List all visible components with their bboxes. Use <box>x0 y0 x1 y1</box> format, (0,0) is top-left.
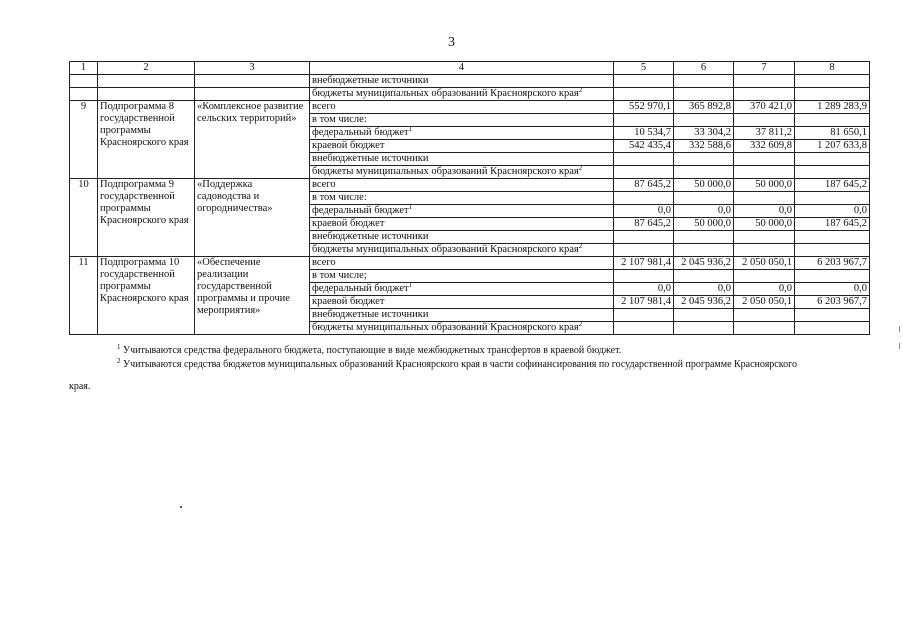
amount-cell: 50 000,0 <box>734 179 795 192</box>
amount-cell <box>734 114 795 127</box>
funding-source-cell <box>310 244 614 257</box>
funding-source-cell <box>310 127 614 140</box>
funding-source-cell <box>310 88 614 101</box>
row-number-cell <box>70 88 98 101</box>
amount-cell: 0,0 <box>795 205 870 218</box>
funding-source-label: федеральный бюджет <box>312 283 409 294</box>
funding-source-label: краевой бюджет <box>312 140 385 151</box>
amount-cell <box>734 231 795 244</box>
amount-cell <box>614 153 674 166</box>
name-cell <box>195 75 310 88</box>
amount-cell: 6 203 967,7 <box>795 257 870 270</box>
table-body <box>70 62 870 335</box>
program-cell: Подпрограмма 10 государственной программы Красноярского края <box>98 257 195 335</box>
funding-source-label: внебюджетные источники <box>312 75 429 86</box>
footnote-2-continued: края. <box>69 381 91 392</box>
amount-cell: 2 045 936,2 <box>674 257 734 270</box>
amount-cell <box>795 270 870 283</box>
table-row <box>70 75 870 88</box>
amount-cell <box>674 192 734 205</box>
funding-source-cell <box>310 166 614 179</box>
amount-cell <box>795 88 870 101</box>
page-number: 3 <box>448 35 455 50</box>
funding-source-cell <box>310 153 614 166</box>
column-header: 7 <box>734 62 795 75</box>
amount-cell <box>614 231 674 244</box>
column-header: 2 <box>98 62 195 75</box>
footnote-mark: 1 <box>117 343 121 351</box>
amount-cell <box>674 231 734 244</box>
amount-cell <box>734 75 795 88</box>
amount-cell: 0,0 <box>734 205 795 218</box>
funding-source-cell <box>310 75 614 88</box>
amount-cell: 2 050 050,1 <box>734 296 795 309</box>
funding-source-cell <box>310 309 614 322</box>
column-header: 1 <box>70 62 98 75</box>
funding-source-label: бюджеты муниципальных образований Красноярского края <box>312 322 579 333</box>
footnote-text: Учитываются средства бюджетов муниципальных образований Красноярского края в части софинансирования по государственной программе Красноярского <box>120 359 797 370</box>
table-row <box>70 257 870 270</box>
amount-cell: 0,0 <box>795 283 870 296</box>
amount-cell: 6 203 967,7 <box>795 296 870 309</box>
funding-source-label: в том числе: <box>312 192 367 203</box>
amount-cell <box>674 153 734 166</box>
amount-cell <box>795 166 870 179</box>
footnote-ref: 2 <box>578 87 583 94</box>
funding-source-label: в том числе: <box>312 114 367 125</box>
funding-source-label: внебюджетные источники <box>312 309 429 320</box>
amount-cell <box>674 270 734 283</box>
footnote-text: Учитываются средства федерального бюджета, поступающие в виде межбюджетных трансфертов в краевой бюджет. <box>120 345 622 356</box>
funding-source-label: всего <box>312 257 336 268</box>
amount-cell: 50 000,0 <box>674 218 734 231</box>
funding-source-label: всего <box>312 179 336 190</box>
amount-cell: 187 645,2 <box>795 179 870 192</box>
column-header: 5 <box>614 62 674 75</box>
program-cell: Подпрограмма 9 государственной программы Красноярского края <box>98 179 195 257</box>
amount-cell: 37 811,2 <box>734 127 795 140</box>
amount-cell <box>674 322 734 335</box>
funding-source-cell <box>310 205 614 218</box>
amount-cell <box>795 192 870 205</box>
funding-source-cell <box>310 283 614 296</box>
amount-cell <box>795 322 870 335</box>
amount-cell <box>795 231 870 244</box>
amount-cell <box>614 88 674 101</box>
amount-cell <box>614 244 674 257</box>
funding-source-label: в том числе; <box>312 270 367 281</box>
amount-cell: 365 892,8 <box>674 101 734 114</box>
amount-cell <box>614 166 674 179</box>
column-header: 6 <box>674 62 734 75</box>
amount-cell: 332 588,6 <box>674 140 734 153</box>
amount-cell: 2 107 981,4 <box>614 257 674 270</box>
table-row <box>70 88 870 101</box>
program-cell: Подпрограмма 8 государственной программы Красноярского края <box>98 101 195 179</box>
amount-cell <box>795 309 870 322</box>
table-row <box>70 101 870 114</box>
row-number-cell: 10 <box>70 179 98 257</box>
amount-cell <box>795 153 870 166</box>
row-number-cell: 9 <box>70 101 98 179</box>
program-cell <box>98 75 195 88</box>
amount-cell <box>674 166 734 179</box>
funding-source-label: краевой бюджет <box>312 296 385 307</box>
amount-cell <box>614 75 674 88</box>
funding-source-cell <box>310 231 614 244</box>
funding-source-label: федеральный бюджет <box>312 127 409 138</box>
funding-source-label: бюджеты муниципальных образований Красноярского края <box>312 244 579 255</box>
amount-cell: 50 000,0 <box>734 218 795 231</box>
budget-table <box>69 61 870 335</box>
amount-cell <box>614 309 674 322</box>
column-header: 3 <box>195 62 310 75</box>
amount-cell: 10 534,7 <box>614 127 674 140</box>
amount-cell: 1 207 633,8 <box>795 140 870 153</box>
name-cell <box>195 88 310 101</box>
funding-source-label: бюджеты муниципальных образований Красноярского края <box>312 166 579 177</box>
amount-cell <box>734 270 795 283</box>
funding-source-cell <box>310 270 614 283</box>
amount-cell <box>674 114 734 127</box>
funding-source-label: бюджеты муниципальных образований Красноярского края <box>312 88 579 99</box>
column-header: 4 <box>310 62 614 75</box>
amount-cell: 2 107 981,4 <box>614 296 674 309</box>
funding-source-cell <box>310 296 614 309</box>
amount-cell: 370 421,0 <box>734 101 795 114</box>
program-cell <box>98 88 195 101</box>
funding-source-cell <box>310 218 614 231</box>
amount-cell <box>795 244 870 257</box>
amount-cell: 33 304,2 <box>674 127 734 140</box>
amount-cell: 552 970,1 <box>614 101 674 114</box>
amount-cell <box>614 114 674 127</box>
footnote-ref: 2 <box>578 243 583 250</box>
amount-cell <box>614 270 674 283</box>
row-number-cell: 11 <box>70 257 98 335</box>
footnote-mark: 2 <box>117 357 121 365</box>
amount-cell: 87 645,2 <box>614 179 674 192</box>
funding-source-cell <box>310 192 614 205</box>
amount-cell: 2 050 050,1 <box>734 257 795 270</box>
funding-source-label: федеральный бюджет <box>312 205 409 216</box>
footnote-ref: 1 <box>408 126 413 133</box>
name-cell: «Обеспечение реализации государственной программы и прочие мероприятия» <box>195 257 310 335</box>
amount-cell <box>734 322 795 335</box>
row-number-cell <box>70 75 98 88</box>
footnote-ref: 2 <box>578 165 583 172</box>
amount-cell: 0,0 <box>674 205 734 218</box>
funding-source-cell <box>310 101 614 114</box>
name-cell: «Поддержка садоводства и огородничества» <box>195 179 310 257</box>
column-header: 8 <box>795 62 870 75</box>
footnote-ref: 1 <box>408 282 413 289</box>
funding-source-label: внебюджетные источники <box>312 231 429 242</box>
amount-cell: 0,0 <box>614 205 674 218</box>
amount-cell <box>674 309 734 322</box>
amount-cell: 87 645,2 <box>614 218 674 231</box>
footnote-2 <box>117 359 797 371</box>
amount-cell <box>734 153 795 166</box>
amount-cell <box>734 192 795 205</box>
amount-cell <box>674 75 734 88</box>
amount-cell <box>614 322 674 335</box>
amount-cell: 50 000,0 <box>674 179 734 192</box>
amount-cell: 0,0 <box>614 283 674 296</box>
table-header-row <box>70 62 870 75</box>
amount-cell: 81 650,1 <box>795 127 870 140</box>
amount-cell <box>734 88 795 101</box>
funding-source-label: внебюджетные источники <box>312 153 429 164</box>
amount-cell <box>734 309 795 322</box>
scan-speck <box>180 506 182 508</box>
name-cell: «Комплексное развитие сельских территорий» <box>195 101 310 179</box>
amount-cell <box>734 166 795 179</box>
footnote-ref: 1 <box>408 204 413 211</box>
amount-cell: 0,0 <box>734 283 795 296</box>
amount-cell <box>795 114 870 127</box>
funding-source-cell <box>310 257 614 270</box>
funding-source-cell <box>310 322 614 335</box>
amount-cell <box>795 75 870 88</box>
footnote-ref: 2 <box>578 321 583 328</box>
amount-cell <box>674 88 734 101</box>
amount-cell: 542 435,4 <box>614 140 674 153</box>
table-row <box>70 179 870 192</box>
amount-cell <box>674 244 734 257</box>
funding-source-label: всего <box>312 101 336 112</box>
amount-cell: 2 045 936,2 <box>674 296 734 309</box>
funding-source-cell <box>310 140 614 153</box>
funding-source-cell <box>310 179 614 192</box>
amount-cell: 187 645,2 <box>795 218 870 231</box>
amount-cell: 0,0 <box>674 283 734 296</box>
amount-cell <box>614 192 674 205</box>
scan-edge-mark <box>899 343 900 349</box>
funding-source-cell <box>310 114 614 127</box>
funding-source-label: краевой бюджет <box>312 218 385 229</box>
amount-cell <box>734 244 795 257</box>
scan-edge-mark <box>899 326 900 332</box>
footnote-1 <box>117 345 621 357</box>
amount-cell: 332 609,8 <box>734 140 795 153</box>
amount-cell: 1 289 283,9 <box>795 101 870 114</box>
